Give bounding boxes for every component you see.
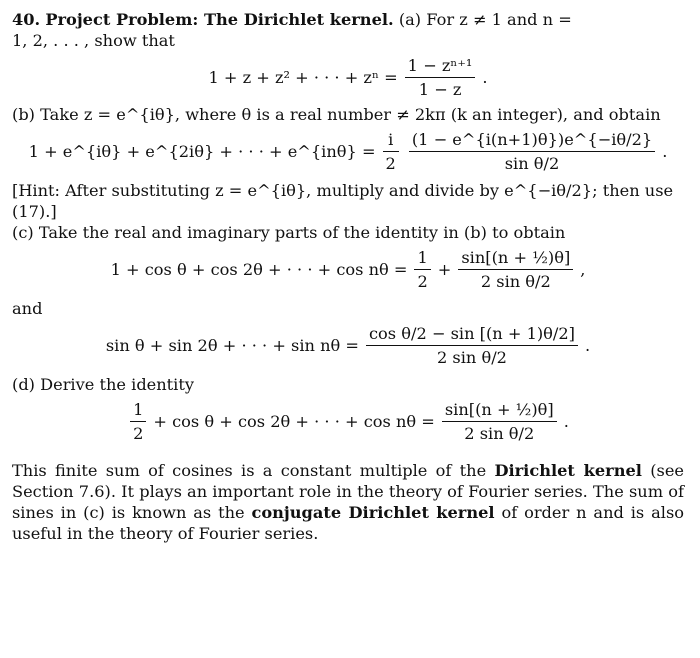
equation-d-fraction-1 (130, 399, 146, 444)
part-c-text: (c) Take the real and imaginary parts of the identity in (b) to obtain (12, 223, 566, 242)
problem-header (12, 9, 684, 51)
equation-b-fraction-1 (383, 129, 399, 174)
problem-number: 40. (12, 10, 41, 29)
equation-c1-fraction-2-num: sin[(n + ½)θ] (461, 248, 571, 267)
equation-d-end: . (563, 412, 569, 431)
equation-c2 (12, 323, 684, 368)
and-word: and (12, 299, 43, 318)
equation-c1-fraction-1-num: 1 (417, 248, 428, 267)
equation-d-fraction-2 (442, 399, 557, 444)
part-a-intro-2: 1, 2, . . . , show that (12, 31, 175, 50)
equation-a-fraction (405, 55, 476, 100)
equation-a-lhs: 1 + z + z² + · · · + zⁿ = (208, 68, 398, 87)
equation-c2-denominator: 2 sin θ/2 (436, 348, 507, 367)
closing-text-3: of order n and is also useful in the theory of Fourier series. (12, 503, 684, 543)
dirichlet-kernel-term: Dirichlet kernel (494, 461, 642, 480)
equation-c1 (12, 247, 684, 292)
equation-b: 1 + e^{iθ} + e^{2iθ} + · · · + e^{inθ} = $\frac{i}{2}$ $\frac{(1 - e\^{}\{i(n+1)\theta\})e\^{}\{-i\theta/2\}}{\text{sin θ/2}}$ . (28, 130, 668, 173)
equation-d-fraction-1-den: 2 (133, 424, 144, 443)
equation-c1-fraction-1 (414, 247, 430, 292)
equation-c1-lhs: 1 + cos θ + cos 2θ + · · · + cos nθ = (110, 260, 408, 279)
equation-b-fraction-2-den: sin θ/2 (504, 154, 560, 173)
equation-b-fraction-2-num: (1 − e^{i(n+1)θ})e^{−iθ/2} (411, 130, 653, 149)
equation-b-fraction-2 (409, 129, 655, 174)
equation-a-denominator: 1 − z (418, 80, 462, 99)
conjugate-dirichlet-kernel-term: conjugate Dirichlet kernel (251, 503, 495, 522)
equation-c1-fraction-2 (458, 247, 573, 292)
equation-a: 1 + z + z² + · · · + zⁿ = $\frac{\text{1 − zⁿ⁺¹}}{1 - z}$ . (208, 56, 488, 99)
closing-paragraph (12, 460, 684, 544)
equation-b-lhs: 1 + e^{iθ} + e^{2iθ} + · · · + e^{inθ} = (28, 142, 376, 161)
part-b-text: (b) Take z = e^{iθ}, where θ is a real number ≠ 2kπ (k an integer), and obtain (12, 105, 661, 124)
equation-c1-fraction-2-den: 2 sin θ/2 (480, 272, 551, 291)
equation-c1-end: , (580, 260, 586, 279)
equation-c2-lhs: sin θ + sin 2θ + · · · + sin nθ = (105, 336, 359, 355)
problem-page (12, 9, 684, 544)
equation-c2-fraction (366, 323, 578, 368)
hint-text: [Hint: After substituting z = e^{iθ}, multiply and divide by e^{−iθ/2}; then use (17).] (12, 181, 674, 221)
part-a-intro: (a) For z ≠ 1 and n = (398, 10, 572, 29)
closing-text-2: (see Section 7.6). It plays an important role in the theory of Fourier series. The sum of sines in (c) is known as the (12, 461, 684, 522)
closing-text-1: This finite sum of cosines is a constant multiple of the (12, 461, 487, 480)
equation-b-fraction-1-num: i (388, 130, 394, 149)
equation-d-middle: + cos θ + cos 2θ + · · · + cos nθ = (153, 412, 435, 431)
equation-c2-numerator: cos θ/2 − sin [(n + 1)θ/2] (368, 324, 575, 343)
equation-c2-end: . (585, 336, 591, 355)
equation-d (12, 399, 684, 444)
equation-d-denominator: 2 sin θ/2 (464, 424, 535, 443)
equation-c1-plus: + (437, 260, 452, 279)
equation-b-fraction-1-den: 2 (385, 154, 396, 173)
part-d-text: (d) Derive the identity (12, 375, 195, 394)
problem-title: Project Problem: The Dirichlet kernel. (45, 10, 394, 29)
equation-d-fraction-1-num: 1 (133, 400, 144, 419)
equation-c1-fraction-1-den: 2 (417, 272, 428, 291)
equation-a-numerator: 1 − zⁿ⁺¹ (407, 56, 473, 75)
equation-d-numerator: sin[(n + ½)θ] (444, 400, 554, 419)
